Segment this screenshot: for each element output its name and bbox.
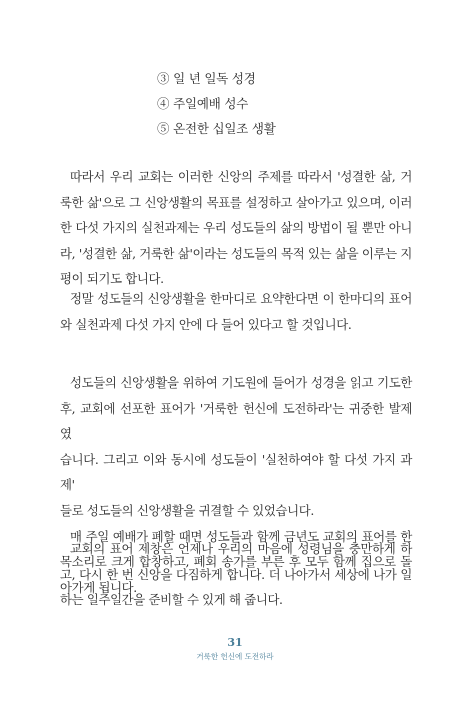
text-line: 하는 일주일간을 준비할 수 있게 해 줍니다. (60, 592, 283, 608)
text-line: 성도들의 신앙생활을 위하여 기도원에 들어가 성경을 읽고 기도한 (70, 375, 412, 390)
text-line: 아가게 됩니다. (60, 579, 137, 595)
text-line: 매 주일 예배가 폐할 때면 성도들과 함께 금년도 교회의 표어를 한 (70, 528, 412, 544)
text-line: 한 다섯 가지의 실천과제는 우리 성도들의 삶의 방법이 될 뿐만 아니 (60, 220, 412, 236)
text-line: 목소리로 크게 합창하고, 폐회 송가를 부른 후 모두 함께 집으로 돌 (60, 554, 412, 570)
text-line: 정말 성도들의 신앙생활을 한마디로 요약한다면 이 한마디의 표어 (70, 291, 412, 306)
paragraph-1 (60, 164, 412, 292)
text-line: 교회의 표어 제창은 언제나 우리의 마음에 성령님을 충만하게 하 (70, 541, 412, 556)
running-title: 거룩한 헌신에 도전하라 (196, 652, 274, 661)
list-item: ④ 주일예배 성수 (157, 96, 249, 111)
text-line: 들로 성도들의 신앙생활을 귀결할 수 있었습니다. (60, 502, 314, 518)
practice-task-list (157, 66, 417, 141)
text-line: 와 실천과제 다섯 가지 안에 다 들어 있다고 할 것입니다. (60, 316, 352, 332)
paragraph-4 (60, 536, 412, 613)
page-number: 31 (227, 636, 243, 649)
paragraph-2 (60, 286, 412, 337)
text-line: 따라서 우리 교회는 이러한 신앙의 주제를 따라서 '성결한 삶, 거 (70, 169, 412, 184)
text-line: 습니다. 그리고 이와 동시에 성도들이 '실천하여야 할 다섯 가지 과제' (60, 451, 412, 493)
text-line: 고, 다시 한 번 신앙을 다짐하게 합니다. 더 나아가서 세상에 나가 일 (60, 566, 412, 582)
text-line: 라, '성결한 삶, 거룩한 삶'이라는 성도들의 목적 있는 삶을 이루는 지 (60, 245, 412, 261)
text-line: 평이 되기도 합니다. (60, 271, 164, 287)
text-line: 후, 교회에 선포한 표어가 '거룩한 헌신에 도전하라'는 귀중한 발제였 (60, 400, 412, 442)
list-item: ⑤ 온전한 십일조 생활 (157, 121, 276, 136)
list-item: ③ 일 년 일독 성경 (157, 71, 256, 86)
text-line: 룩한 삶'으로 그 신앙생활의 목표를 설정하고 살아가고 있으며, 이러 (60, 194, 412, 210)
